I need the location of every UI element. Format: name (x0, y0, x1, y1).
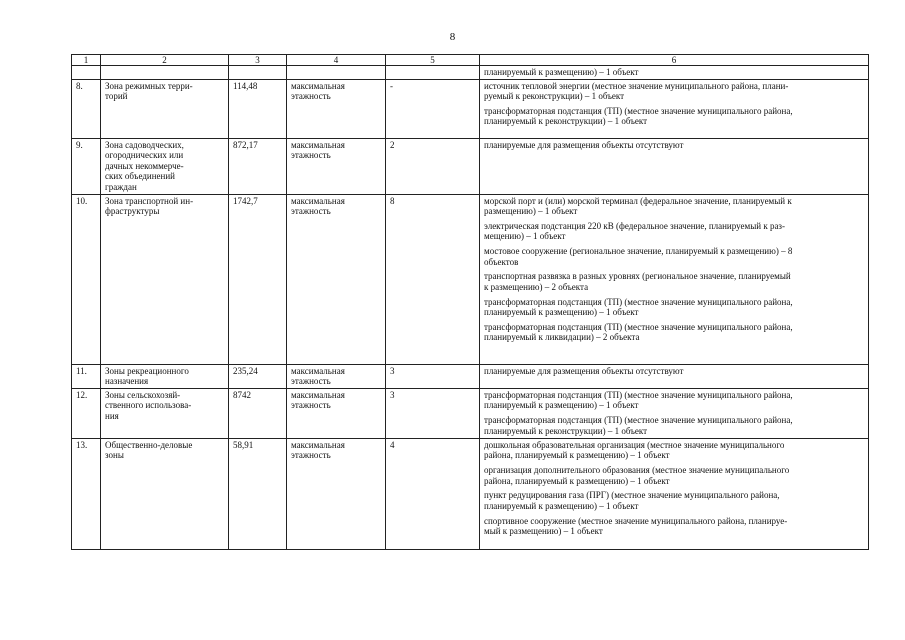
parameter-name: максимальная этажность (287, 364, 386, 388)
zone-area: 872,17 (229, 138, 287, 194)
planned-object: трансформаторная подстанция (ТП) (местное значение муниципального района, планируемый к размещению) – 1 объект (484, 296, 793, 318)
planned-object: трансформаторная подстанция (ТП) (местное значение муниципального района, планируемый к ликвидации) – 2 объекта (484, 321, 793, 343)
planned-object: источник тепловой энергии (местное значение муниципального района, плани- руемый к реконструкции) – 1 объект (484, 80, 789, 102)
parameter-value: - (386, 79, 480, 138)
continuation-row (72, 66, 869, 80)
planned-object: трансформаторная подстанция (ТП) (местное значение муниципального района, планируемый к размещению) – 1 объект (484, 389, 793, 411)
planned-object: планируемые для размещения объекты отсутствуют (484, 365, 684, 376)
table-row (72, 79, 869, 138)
planned-object: транспортная развязка в разных уровнях (региональное значение, планируемый к размещению) – 2 объекта (484, 271, 791, 292)
header-cell: 4 (287, 55, 386, 66)
zone-area: 235,24 (229, 364, 287, 388)
table-row (72, 364, 869, 388)
planned-object: пункт редуцирования газа (ПРГ) (местное значение муниципального района, планируемый к размещению) – 1 объект (484, 490, 780, 511)
zone-area: 1742,7 (229, 194, 287, 364)
header-cell: 1 (72, 55, 101, 66)
planned-object: трансформаторная подстанция (ТП) (местное значение муниципального района, планируемый к реконструкции) – 1 объект (484, 415, 793, 436)
parameter-value: 8 (386, 194, 480, 364)
header-cell: 3 (229, 55, 287, 66)
parameter-name: максимальная этажность (287, 388, 386, 438)
zone-name: Зона садоводческих, огороднических или дачных некоммерче- ских объединений граждан (101, 138, 229, 194)
header-row (72, 55, 869, 66)
row-number: 12. (72, 388, 101, 438)
table-row (72, 138, 869, 194)
row-number: 9. (72, 138, 101, 194)
zone-name: Зоны сельскохозяй- ственного использова- ния (101, 388, 229, 438)
zones-table (71, 54, 869, 550)
planned-object: электрическая подстанция 220 кВ (федеральное значение, планируемый к раз- мещению) – 1 объект (484, 220, 785, 242)
row-number: 11. (72, 364, 101, 388)
row-number: 10. (72, 194, 101, 364)
planned-objects (480, 438, 869, 549)
planned-object: морской порт и (или) морской терминал (федеральное значение, планируемый к размещению) – 1 объект (484, 195, 792, 217)
planned-objects (480, 364, 869, 388)
zone-area: 114,48 (229, 79, 287, 138)
planned-objects (480, 388, 869, 438)
parameter-name: максимальная этажность (287, 194, 386, 364)
parameter-value: 4 (386, 438, 480, 549)
page-number: 8 (449, 31, 456, 43)
parameter-value: 3 (386, 388, 480, 438)
planned-objects (480, 79, 869, 138)
zone-area: 58,91 (229, 438, 287, 549)
zone-name: Зона режимных терри- торий (101, 79, 229, 138)
header-cell: 5 (386, 55, 480, 66)
table-row (72, 388, 869, 438)
zone-name: Зоны рекреационного назначения (101, 364, 229, 388)
zone-name: Зона транспортной ин- фраструктуры (101, 194, 229, 364)
planned-object: дошкольная образовательная организация (местное значение муниципального района, планируемый к размещению) – 1 объект (484, 439, 785, 461)
zone-area: 8742 (229, 388, 287, 438)
planned-object: планируемые для размещения объекты отсутствуют (484, 139, 684, 150)
header-cell: 2 (101, 55, 229, 66)
planned-object: организация дополнительного образования (местное значение муниципального района, планируемый к размещению) – 1 объект (484, 465, 790, 486)
planned-object: мостовое сооружение (региональное значение, планируемый к размещению) – 8 объектов (484, 246, 793, 267)
parameter-name: максимальная этажность (287, 438, 386, 549)
planned-object: трансформаторная подстанция (ТП) (местное значение муниципального района, планируемый к реконструкции) – 1 объект (484, 105, 793, 127)
parameter-value: 2 (386, 138, 480, 194)
row-number: 8. (72, 79, 101, 138)
continuation-text: планируемый к размещению) – 1 объект (480, 66, 869, 80)
planned-objects (480, 194, 869, 364)
table-row (72, 194, 869, 364)
planned-object: спортивное сооружение (местное значение муниципального района, планируе- мый к размещению) – 1 объект (484, 515, 788, 537)
row-number: 13. (72, 438, 101, 549)
zone-name: Общественно-деловые зоны (101, 438, 229, 549)
planned-objects (480, 138, 869, 194)
parameter-name: максимальная этажность (287, 138, 386, 194)
header-cell: 6 (480, 55, 869, 66)
parameter-value: 3 (386, 364, 480, 388)
table-row (72, 438, 869, 549)
parameter-name: максимальная этажность (287, 79, 386, 138)
